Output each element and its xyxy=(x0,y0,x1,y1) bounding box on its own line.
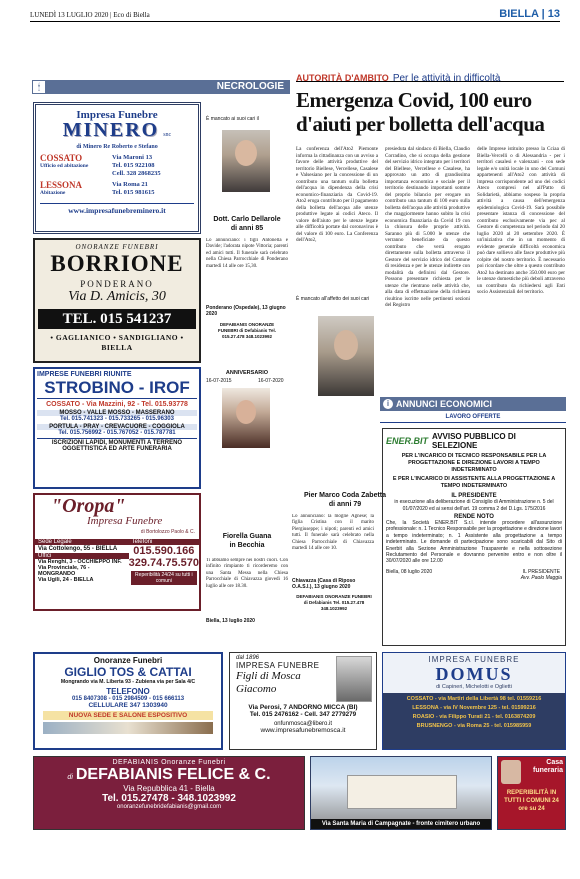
defabianis-small-1: DEFABIANIS ONORANZE FUNEBRI di Defabianis Tel. 015.27.478 348.1023992 xyxy=(218,322,276,339)
minero-c2t: Tel. 015 981615 xyxy=(112,189,155,196)
article-col2: presieduta dal sindaco di Biella, Claudio Corradino, che si occupa della gestione del servizio idrico integrato per i territori del Biellese, Vercellese e Casalese, ha approvato un atto di grandissima importanza economica e sociale per il territorio destinando importanti somme del proprio bilancio per erogare un contributo una tantum di 100 euro sulla bolletta dell'acqua alle attività produttive che maggiormente hanno subito la crisi economica finanziaria da Covid 19 con la chiusura delle proprie attività. Saranno più di 5.000 le utenze che verranno beneficiate da questo contributo che verrà erogato direttamente sulla bolletta attraverso il Gestore del servizio idrico del Comune di residenza e per le utenze indirette con modalità da definirsi dal Gestore. Possono presentare richiesta per le utenze che rientrano nelle attività che, alla data di effettuazione della richiesta risultino iscritte nelle pertinenti sezioni del Registro xyxy=(385,146,470,308)
casa-rep: REPERIBILITÀ IN TUTTI I COMUNI 24 ore su 24 xyxy=(504,790,559,812)
strobino-line4: PORTULA - PRAY - CREVACUORE - COGGIOLA xyxy=(37,424,197,430)
person1-age: di anni 85 xyxy=(230,225,264,232)
oropa-rep: Reperibilità 24/24 su tutti i comuni xyxy=(131,571,197,585)
header-page: BIELLA | 13 xyxy=(499,8,560,20)
page-header xyxy=(30,8,560,22)
photo-pier-marco xyxy=(318,316,374,396)
oropa-uff-label: Uffici xyxy=(35,553,129,559)
ad-minero xyxy=(33,102,201,234)
person2-text: Lo annunciano: la moglie Agnese; la figlia Cristina con il marito Piergiuseppe; i nipoti; parenti ed amici tutti. Il funerale sarà celebrato nella Chiesa Parrocchiale di Chiavazza martedì 14 alle ore 10. xyxy=(292,514,374,552)
necro-notice2: È mancato all'affetto dei suoi cari xyxy=(296,296,370,302)
giglio-top: Onoranze Funebri xyxy=(93,656,163,665)
person1-name: Dott. Carlo Dellarole xyxy=(213,216,281,223)
anniversary-title: ANNIVERSARIO xyxy=(225,370,269,376)
minero-title: Impresa Funebre xyxy=(76,109,158,121)
oropa-t2: 329.74.75.570 xyxy=(128,557,199,569)
ad-enerbit xyxy=(382,428,566,646)
oropa-u1: Via Renghi, 3 - OCCHIEPPO INF. xyxy=(38,559,122,565)
enerbit-p3: IL PRESIDENTE xyxy=(451,493,497,499)
domus-sub: di Capineri, Michelotti e Oglietti xyxy=(436,684,512,690)
borrione-top: ONORANZE FUNEBRI xyxy=(75,243,159,251)
mosca-email[interactable]: onfunmosca@libero.it xyxy=(273,721,333,727)
minero-web[interactable]: www.impresafunebreminero.it xyxy=(40,203,194,215)
giglio-note: NUOVA SEDE E SALONE ESPOSITIVO xyxy=(43,711,213,720)
enerbit-p1: PER L'INCARICO DI TECNICO RESPONSABILE PER LA PROGETTAZIONE E DIREZIONE LAVORI A TEMPO INDETERMINATO xyxy=(401,453,547,473)
casa-title: Casa funeraria xyxy=(533,759,563,774)
ad-oropa xyxy=(33,493,201,611)
article-title-1: Emergenza Covid, 100 euro xyxy=(296,88,532,112)
minero-c1b: Ufficio ed abitazione xyxy=(40,163,89,169)
person-portrait xyxy=(501,760,521,784)
ad-mosca-building xyxy=(310,756,492,830)
minero-name: MINERO xyxy=(62,119,160,141)
person2-age: di anni 79 xyxy=(328,501,362,508)
oropa-t1: 015.590.166 xyxy=(133,545,195,557)
annunci-sub: LAVORO OFFERTE xyxy=(380,414,566,423)
ad-giglio xyxy=(33,652,223,750)
person1-text: Lo annunciano: i figli Antonella e Davide; l'adorata nipote Vittoria; parenti ed amici tutti. Il funerale sarà celebrato nella Chiesa Parrocchiale di Ponderano martedì 14 alle ore 15,30. xyxy=(206,238,288,269)
article-title-2: d'aiuti per bolletta dell'acqua xyxy=(296,112,545,136)
strobino-line5: Tel. 015.756992 - 015.767052 - 015.787781 xyxy=(58,430,176,436)
anniversary-foot: Biella, 13 luglio 2020 xyxy=(206,618,255,624)
domus-l4: BRUSNENGO - via Roma 25 - tel. 015985959 xyxy=(416,723,532,729)
giglio-addr: Mongrando via M. Liberta 93 - Zubiena via per Sala 4/C xyxy=(60,679,196,685)
enerbit-logo: ENER.BIT xyxy=(386,436,429,446)
person2-name: Pier Marco Coda Zabetta xyxy=(303,492,387,499)
giglio-name: GIGLIO TOS & CATTAI xyxy=(64,665,192,679)
oropa-sub: Impresa Funebre xyxy=(87,515,163,527)
strobino-line2: MOSSO - VALLE MOSSO - MASSERANO xyxy=(37,410,197,416)
kicker-rest: Per le attività in difficoltà xyxy=(392,73,501,84)
oropa-u3: Via Ugili, 24 - BIELLA xyxy=(38,577,94,583)
strobino-line1: COSSATO - Via Mazzini, 92 - Tel. 015.93778 xyxy=(46,401,188,408)
minero-c2: LESSONA xyxy=(40,180,83,190)
ad-defabianis xyxy=(33,756,305,830)
minero-sub: di Minero Re Roberto e Stefano xyxy=(76,144,158,150)
domus-header xyxy=(383,653,565,693)
minero-c2b: Abitazione xyxy=(40,190,66,196)
anniversary-text: Ti abbiamo sempre nei nostri cuori. Con infinito rimpianto ti ricorderemo con una Santa Messa nella Chiesa Parrocchiale di Chiavazza giovedì 16 luglio alle ore 18.30. xyxy=(206,558,288,589)
domus-name: DOMUS xyxy=(435,664,513,684)
defabianis-tel: Tel. 015.27478 - 348.1023992 xyxy=(102,793,236,804)
oropa-u2: Via Provinciale, 76 - MONGRANDO xyxy=(38,565,90,577)
anniversary-d2: 16-07-2020 xyxy=(258,378,284,384)
minero-c1: COSSATO xyxy=(40,153,83,163)
defabianis-name: DEFABIANIS FELICE & C. xyxy=(75,766,271,783)
person2-foot: Chiavazza (Casa di Riposo O.A.S.I.), 13 giugno 2020 xyxy=(292,578,356,590)
minero-snc: snc xyxy=(163,132,172,138)
defabianis-top: DEFABIANIS Onoranze Funebri xyxy=(112,759,226,766)
building-image xyxy=(347,775,457,809)
mosca-statue-image xyxy=(336,656,372,702)
borrione-town: PONDERANO xyxy=(80,279,154,289)
strobino-name: STROBINO - IROF xyxy=(37,378,197,399)
oropa-name: "Oropa" xyxy=(51,495,126,517)
borrione-addr: Via D. Amicis, 30 xyxy=(68,289,166,304)
defabianis-small-2: DEFABIANIS ONORANZE FUNEBRI di Defabianis Tel. 015.27.478 348.1023992 xyxy=(296,594,372,611)
domus-l2: LESSONA - via IV Novembre 125 - tel. 01599216 xyxy=(412,705,536,711)
enerbit-sign: IL PRESIDENTE xyxy=(522,568,561,575)
oropa-by: di Bortolozzo Paolo & C. xyxy=(140,529,195,535)
enerbit-p6: Che, la Società ENER.BIT S.r.l. intende procedere all'assunzione professionale: n. 1 Tecnico Responsabile per la progettazione e direzione lavori a tempo indeterminato; n. 1 Assistente alla progettazione a tempo indeterminato. Le domande di partecipazione sono scaricabili dal Sito di Enerbit alla Sezione Amministrazione Trasparente e nella sottosezione Reclutamento del Personale e dovranno pervenire entro e non oltre il 30/07/2020 alle ore 12.00 xyxy=(386,520,562,565)
enerbit-title: AVVISO PUBBLICO DI SELEZIONE xyxy=(432,432,516,450)
giglio-cell: CELLULARE 347 1303940 xyxy=(88,702,168,709)
strobino-line3: Tel. 015.741323 - 015.733265 - 015.96303 xyxy=(60,416,174,422)
candle-icon: 🕯 xyxy=(32,80,46,94)
article-kicker xyxy=(296,68,564,82)
photo-carlo-dellarole xyxy=(222,130,270,192)
mosca-addr: Via Perosi, 7 ANDORNO MICCA (BI) xyxy=(248,704,358,711)
mosca-name: Figli di Mosca Giacomo xyxy=(236,670,301,695)
enerbit-p5: RENDE NOTO xyxy=(454,514,494,520)
enerbit-p4: in esecuzione alla deliberazione di Consiglio di Amministrazione n. 5 del 01/07/2020 ed ai sensi dell'art. 19 comma 2 del D.Lgs. 175/2016 xyxy=(394,499,554,512)
enerbit-p2: E PER L'INCARICO DI ASSISTENTE ALLA PROGETTAZIONE A TEMPO INDETERMINATO xyxy=(392,476,556,489)
strobino-line6: ISCRIZIONI LAPIDI, MONUMENTI A TERRENO OGGETTISTICA ED ARTE FUNERARIA xyxy=(37,438,197,452)
photo-fiorella-guana xyxy=(222,388,270,448)
giglio-tel: 015 8407308 - 015 2984509 - 015 666113 xyxy=(71,696,185,702)
mosca-since: dal 1896 xyxy=(236,655,260,661)
mosca2-banner: Via Santa Maria di Campagnate - fronte cimitero urbano xyxy=(311,819,491,829)
header-date: LUNEDÌ 13 LUGLIO 2020 | Eco di Biella xyxy=(30,11,150,19)
strobino-top: IMPRESE FUNEBRI RIUNITE xyxy=(37,371,132,378)
defabianis-addr: Via Repubblica 41 - Biella xyxy=(123,784,215,793)
mosca-web[interactable]: www.impresafunebremosca.it xyxy=(260,727,346,734)
enerbit-place: Biella, 08 luglio 2020 xyxy=(386,568,433,575)
mosca-tel: Tel. 015 2476162 - Cell. 347 2779279 xyxy=(249,711,357,718)
person1-foot: Ponderano (Ospedale), 13 giugno 2020 xyxy=(206,305,286,317)
domus-l3: ROASIO - via Filippo Turati 21 - tel. 0163874209 xyxy=(412,714,536,720)
ad-borrione xyxy=(33,238,201,363)
domus-title: IMPRESA FUNEBRE xyxy=(428,655,520,664)
article-col3: delle Imprese istituito presso la Cciaa di Biella-Vercelli o di Alessandria - per i territori casalesi e valenzani - con sede legale e/o unità locale in uno dei Comuni appartenenti all'Ato2 con attività di impresa corrispondente ad uno dei codici Ateco compresi nel all'Patto di Solidarietà, abbiamo sospeso la propria attività a causa dell'emergenza epidemiologica Covid-19. Sarà possibile presentare istanza di concessione del contributo esclusivamente via pec al Gestore di competenza nel periodo dal 20 luglio 2020 al 20 settembre 2020. È un'iniziativa che in un momento di evidente generale difficoltà economica può dare sollievo alle fasce produttive più colpite del nostro territorio. È necessario poi ricordare che oltre a questo contributo Ato2 ha destinato anche 350.000 euro per le utenze domestiche più deboli attraverso un contributo da richiedersi agli Enti socio Assistenziali del territorio. xyxy=(477,146,565,295)
minero-c1t: Tel. 015 922108 xyxy=(112,162,155,169)
article-col1: La conferenza dell'Ato2 Piemonte informa la cittadinanza con un avviso a favore delle attività produttive del territorio Biellese, Vercellese, Casalese e Valsesiano per la concessione di un contributo una tantum sulla bolletta dell'acqua in dipendenza della crisi economico-finanziaria da Covid-19. Ato2 eroga contributo per il pagamento della bolletta dell'acqua alle utenze produttive legate ai codici Ateco. Il valore dell'aiuto per le utenze legate alle difficoltà portate dal coronavirus è del valore di 100 euro. La Conferenza dell'Ato2, xyxy=(296,146,378,243)
borrione-name: BORRIONE xyxy=(50,251,184,276)
domus-l1: COSSATO - via Martiri della Libertà 98 tel. 01559216 xyxy=(406,696,542,702)
borrione-tel: TEL. 015 541237 xyxy=(38,309,196,329)
necrologie-bar: NECROLOGIE xyxy=(32,80,290,94)
minero-c2a: Via Roma 21 xyxy=(112,181,148,188)
annunci-bar xyxy=(380,397,566,411)
minero-c1c: Cell. 328 2868235 xyxy=(112,170,161,177)
ad-mosca xyxy=(229,652,377,750)
defabianis-email[interactable]: onoranzefunebridefabianis@gmail.com xyxy=(116,804,222,810)
ad-domus xyxy=(382,652,566,750)
borrione-bottom: • GAGLIANICO • SANDIGLIANO • BIELLA xyxy=(50,333,184,352)
oropa-tel-label: Telefoni xyxy=(129,539,199,545)
ad-casa-funeraria xyxy=(497,756,566,830)
anniversary-name: Fiorella Guana xyxy=(222,533,272,540)
oropa-sede-label: Sede Legale xyxy=(35,539,129,545)
mosca-title: IMPRESA FUNEBRE xyxy=(236,661,320,670)
anniversary-d1: 16-07-2015 xyxy=(206,378,232,384)
necro-notice1: È mancato ai suoi cari il xyxy=(206,116,259,122)
anniversary-sub: in Becchia xyxy=(229,542,265,549)
enerbit-sign-name: Avv. Paolo Maggia xyxy=(520,574,562,581)
giglio-tel-label: TELEFONO xyxy=(106,687,150,696)
annunci-title: ANNUNCI ECONOMICI xyxy=(396,399,492,409)
info-icon: i xyxy=(383,399,393,409)
kicker-label: AUTORITÀ D'AMBITO xyxy=(296,73,389,83)
giglio-photo xyxy=(43,722,213,734)
minero-c1a: Via Maroni 13 xyxy=(112,154,153,161)
defabianis-di: di xyxy=(67,774,73,781)
oropa-sede: Via Cottolengo, 55 - BIELLA xyxy=(38,546,118,552)
ad-strobino xyxy=(33,367,201,489)
